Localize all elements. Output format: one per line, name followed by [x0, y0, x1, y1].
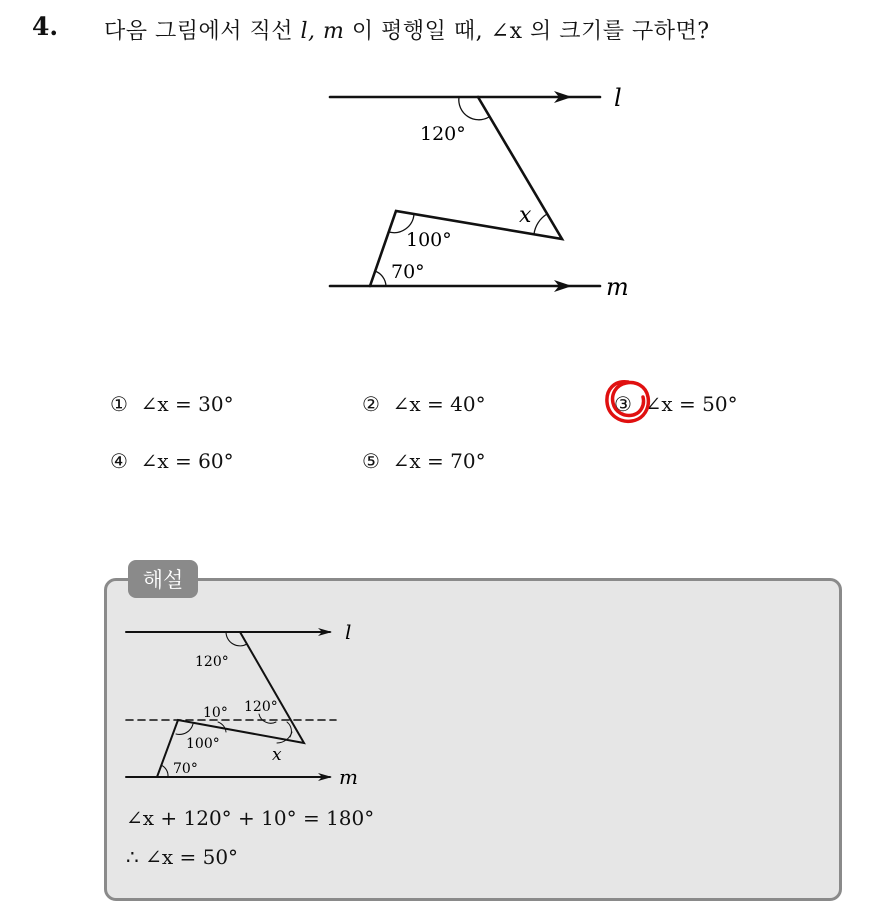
explanation-figure [0, 600, 420, 800]
choice-3-text: ∠x = 50° [644, 392, 738, 416]
choice-3-num: ③ [614, 392, 632, 416]
choice-2-text: ∠x = 40° [392, 392, 486, 416]
arc-70 [375, 271, 386, 286]
expl-label-100: 100° [186, 736, 220, 752]
expl-label-l: l [345, 620, 352, 644]
explanation-equation-1: ∠x + 120° + 10° = 180° [126, 806, 375, 830]
choice-4-num: ④ [110, 449, 128, 473]
choice-1-text: ∠x = 30° [140, 392, 234, 416]
label-x: x [519, 203, 532, 228]
choice-2-num: ② [362, 392, 380, 416]
zigzag-path [370, 97, 562, 286]
label-m: m [606, 273, 629, 301]
expl-label-120-mid: 120° [244, 699, 278, 715]
label-l: l [614, 84, 622, 112]
expl-label-m: m [339, 765, 358, 789]
label-70: 70° [391, 261, 425, 283]
choice-5[interactable] [362, 449, 486, 473]
choice-2[interactable] [362, 392, 486, 416]
selection-circle-icon [600, 376, 656, 428]
arc-x [534, 214, 547, 234]
expl-zigzag [157, 632, 304, 777]
question-angle-var: ∠x [490, 19, 523, 44]
question-text-after: 의 크기를 구하면? [530, 19, 710, 44]
question-number: 4. [32, 12, 59, 41]
main-figure [0, 0, 884, 330]
expl-label-120-top: 120° [195, 654, 229, 670]
choice-5-text: ∠x = 70° [392, 449, 486, 473]
label-100: 100° [406, 229, 452, 251]
choice-5-num: ⑤ [362, 449, 380, 473]
expl-label-70: 70° [173, 761, 198, 777]
expl-label-10: 10° [203, 705, 228, 721]
choice-4-text: ∠x = 60° [140, 449, 234, 473]
expl-label-x: x [272, 745, 282, 765]
question-text-mid: 이 평행일 때, [351, 19, 484, 44]
label-120: 120° [420, 123, 466, 145]
question-vars: l, m [300, 19, 345, 44]
choice-1-num: ① [110, 392, 128, 416]
explanation-equation-2: ∴ ∠x = 50° [126, 845, 239, 869]
choice-4[interactable] [110, 449, 234, 473]
question-text-before: 다음 그림에서 직선 [104, 19, 294, 44]
choice-1[interactable] [110, 392, 234, 416]
explanation-tab: 해설 [128, 560, 198, 598]
